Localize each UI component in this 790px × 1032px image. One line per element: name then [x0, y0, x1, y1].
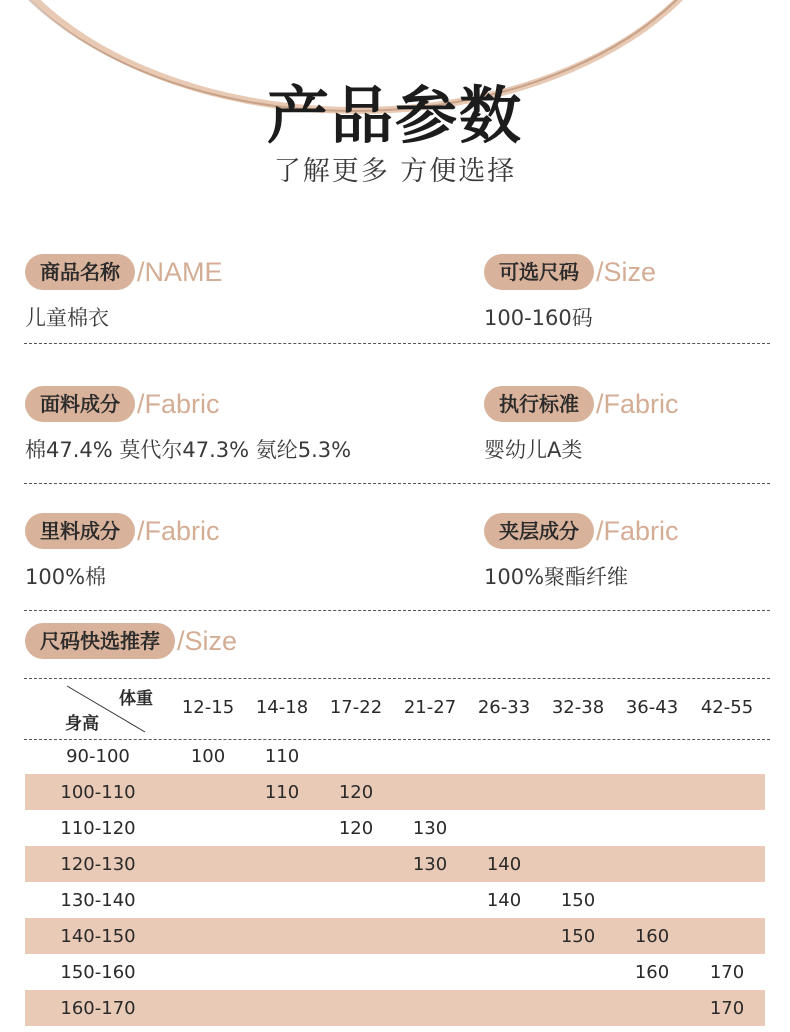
size-cell: 130	[393, 846, 467, 882]
size-cell	[171, 954, 245, 990]
size-chart-label-en: /Size	[177, 625, 238, 656]
size-cell	[245, 882, 319, 918]
size-cell	[393, 882, 467, 918]
size-cell: 140	[467, 846, 541, 882]
size-chart-table	[25, 676, 765, 1026]
size-chart-row	[25, 918, 765, 954]
size-cell	[541, 774, 615, 810]
size-cell	[689, 918, 765, 954]
weight-header: 14-18	[255, 696, 309, 718]
size-cell	[467, 810, 541, 846]
height-range: 140-150	[25, 918, 171, 954]
size-cell	[615, 810, 689, 846]
param-size-label-en: /Size	[596, 256, 657, 287]
height-range: 130-140	[60, 889, 136, 911]
param-name-value: 儿童棉衣	[25, 306, 109, 330]
size-cell	[319, 738, 393, 774]
size-cell	[689, 810, 765, 846]
size-cell	[615, 846, 689, 882]
size-cell	[319, 918, 393, 954]
size-cell: 120	[319, 774, 393, 810]
size-cell	[689, 774, 765, 810]
height-range: 100-110	[25, 774, 171, 810]
param-standard-label-en: /Fabric	[596, 388, 679, 419]
size-cell	[689, 882, 765, 918]
size-chart-row	[25, 846, 765, 882]
weight-header: 21-27	[403, 696, 457, 718]
weight-header: 32-38	[551, 696, 605, 718]
divider	[24, 483, 770, 484]
size-cell	[393, 918, 467, 954]
size-cell	[541, 990, 615, 1026]
divider	[24, 343, 770, 344]
size-chart-row	[25, 738, 765, 774]
size-cell: 170	[709, 961, 745, 983]
param-lining-label: 里料成分	[25, 513, 135, 549]
param-interlayer-label-en: /Fabric	[596, 515, 679, 546]
size-cell	[615, 774, 689, 810]
size-chart-row	[25, 990, 765, 1026]
param-interlayer	[484, 513, 679, 591]
size-cell	[541, 738, 615, 774]
size-cell	[615, 990, 689, 1026]
height-range: 160-170	[25, 990, 171, 1026]
size-cell	[171, 882, 245, 918]
page-subtitle: 了解更多 方便选择	[273, 156, 517, 187]
param-size-label: 可选尺码	[484, 254, 594, 290]
size-cell	[467, 954, 541, 990]
size-chart-row	[25, 882, 765, 918]
weight-header: 17-22	[329, 696, 383, 718]
size-cell	[171, 810, 245, 846]
page-title: 产品参数	[266, 79, 523, 152]
size-cell	[541, 954, 615, 990]
size-cell	[615, 738, 689, 774]
size-chart-row	[25, 774, 765, 810]
size-cell	[245, 990, 319, 1026]
corner-weight-label: 体重	[119, 689, 153, 709]
size-cell	[541, 846, 615, 882]
param-interlayer-value: 100%聚酯纤维	[484, 565, 629, 589]
height-range: 120-130	[25, 846, 171, 882]
weight-header: 26-33	[477, 696, 531, 718]
size-cell	[467, 738, 541, 774]
size-chart-corner	[25, 676, 171, 738]
param-fabric-value: 棉47.4% 莫代尔47.3% 氨纶5.3%	[25, 438, 352, 462]
size-cell	[319, 846, 393, 882]
param-interlayer-label: 夹层成分	[484, 513, 594, 549]
size-cell: 130	[412, 817, 448, 839]
size-cell	[245, 846, 319, 882]
size-chart-row	[25, 810, 765, 846]
size-cell: 150	[560, 889, 596, 911]
size-cell: 120	[338, 817, 374, 839]
size-cell	[171, 846, 245, 882]
param-standard-value: 婴幼儿A类	[484, 438, 583, 462]
size-cell	[319, 882, 393, 918]
size-cell	[467, 774, 541, 810]
size-cell: 160	[615, 918, 689, 954]
param-size-value: 100-160码	[484, 306, 593, 330]
height-range: 90-100	[66, 745, 130, 767]
size-cell: 140	[486, 889, 522, 911]
param-name-label-en: /NAME	[137, 256, 223, 287]
param-fabric-label: 面料成分	[25, 386, 135, 422]
size-chart-row	[25, 954, 765, 990]
size-cell	[541, 810, 615, 846]
size-cell	[393, 990, 467, 1026]
param-lining	[25, 513, 220, 591]
param-standard-label: 执行标准	[484, 386, 594, 422]
param-name-label: 商品名称	[25, 254, 135, 290]
size-chart-heading	[25, 623, 237, 659]
weight-header: 42-55	[700, 696, 754, 718]
size-cell	[393, 738, 467, 774]
param-fabric	[25, 386, 351, 464]
size-cell	[319, 954, 393, 990]
height-range: 150-160	[60, 961, 136, 983]
size-cell	[393, 954, 467, 990]
param-lining-label-en: /Fabric	[137, 515, 220, 546]
param-name	[25, 254, 223, 332]
size-cell	[467, 990, 541, 1026]
size-cell	[245, 810, 319, 846]
size-chart-label: 尺码快选推荐	[25, 623, 175, 659]
size-cell: 110	[245, 774, 319, 810]
corner-height-label: 身高	[65, 714, 99, 734]
size-cell	[171, 990, 245, 1026]
divider	[24, 610, 770, 611]
size-cell: 110	[264, 745, 300, 767]
size-cell: 160	[634, 961, 670, 983]
param-lining-value: 100%棉	[25, 565, 107, 589]
size-cell	[245, 918, 319, 954]
size-chart-header-row	[25, 676, 765, 738]
size-cell: 150	[541, 918, 615, 954]
size-cell	[393, 774, 467, 810]
size-cell: 170	[689, 990, 765, 1026]
size-cell	[689, 738, 765, 774]
weight-header: 12-15	[181, 696, 235, 718]
size-cell: 100	[190, 745, 226, 767]
param-standard	[484, 386, 679, 464]
weight-header: 36-43	[625, 696, 679, 718]
size-cell	[467, 918, 541, 954]
size-cell	[245, 954, 319, 990]
param-size	[484, 254, 656, 332]
height-range: 110-120	[60, 817, 136, 839]
size-cell	[615, 882, 689, 918]
size-cell	[171, 918, 245, 954]
size-cell	[171, 774, 245, 810]
param-fabric-label-en: /Fabric	[137, 388, 220, 419]
size-cell	[319, 990, 393, 1026]
size-cell	[689, 846, 765, 882]
